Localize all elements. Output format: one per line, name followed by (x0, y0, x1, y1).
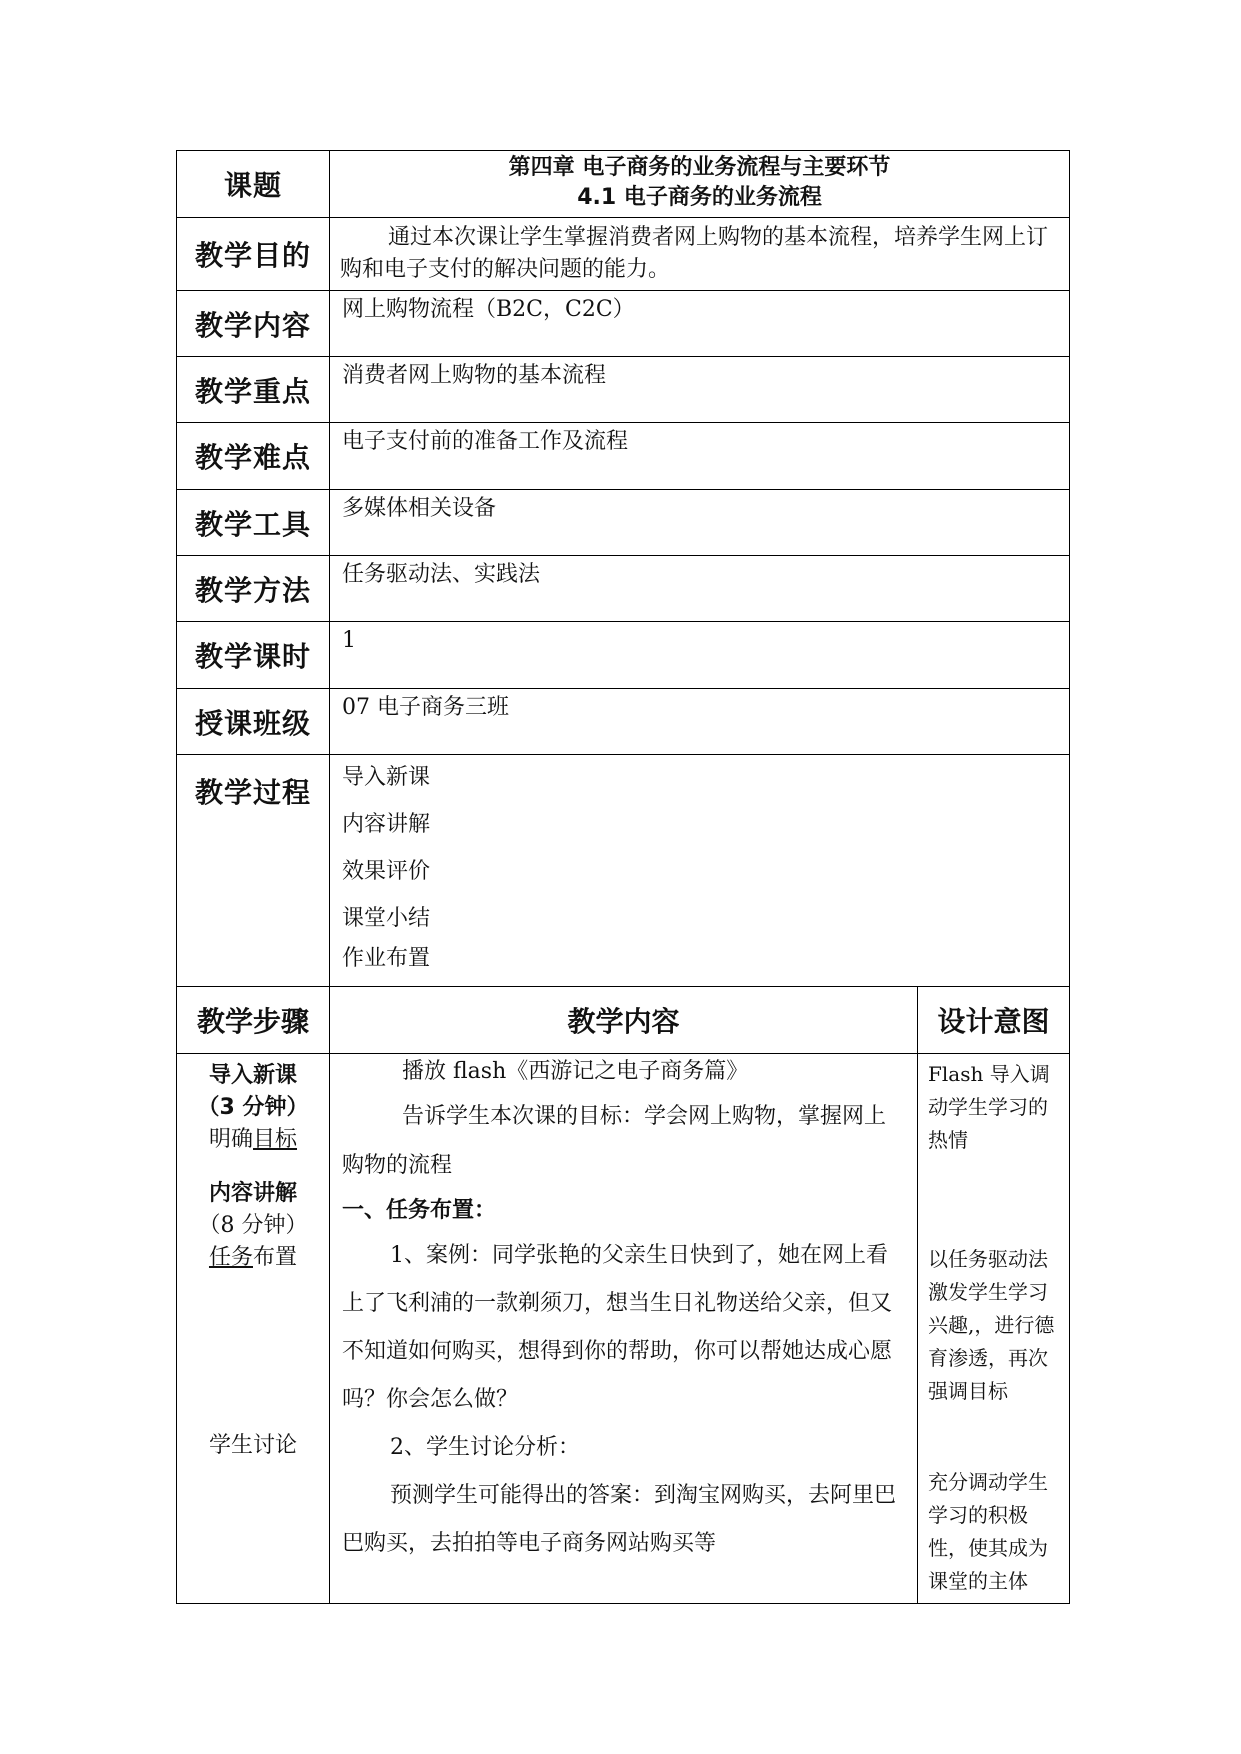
column-header-content: 教学内容 (330, 987, 918, 1054)
row-method (177, 556, 1070, 622)
row-tools (177, 490, 1070, 556)
process-item: 效果评价 (342, 859, 431, 884)
step-intro-goal-underline: 目标 (253, 1127, 298, 1152)
step-intro-time: （3 分钟） (197, 1095, 309, 1120)
column-header-intent: 设计意图 (918, 987, 1070, 1054)
content-section-title: 一、任务布置： (342, 1198, 497, 1223)
label-method: 教学方法 (177, 556, 330, 622)
intent-note: 充分调动学生学习的积极性，使其成为课堂的主体 (928, 1470, 1048, 1593)
label-class: 授课班级 (177, 689, 330, 755)
intent-note: 以任务驱动法激发学生学习兴趣,，进行德育渗透，再次强调目标 (928, 1247, 1055, 1403)
label-content: 教学内容 (177, 291, 330, 357)
step-explain-time: （8 分钟） (198, 1213, 308, 1238)
step-explain-task-underline: 任务 (208, 1245, 253, 1270)
content-paragraph: 1、案例：同学张艳的父亲生日快到了，她在网上看上了飞利浦的一款剃须刀，想当生日礼物送给父亲，但又不知道如何购买，想得到你的帮助，你可以帮她达成心愿吗？你会怎么做？ (342, 1243, 893, 1412)
label-goal: 教学目的 (177, 218, 330, 291)
intent-note: Flash 导入调动学生学习的热情 (928, 1062, 1050, 1152)
step-intro-title: 导入新课 (208, 1063, 297, 1088)
step-explain-task (177, 1242, 329, 1274)
content-paragraph: 预测学生可能得出的答案：到淘宝网购买，去阿里巴巴购买，去拍拍等电子商务网站购买等 (342, 1483, 897, 1556)
column-header-steps: 教学步骤 (177, 987, 330, 1054)
label-process: 教学过程 (177, 755, 330, 987)
goal-value: 通过本次课让学生掌握消费者网上购物的基本流程，培养学生网上订购和电子支付的解决问题的能力。 (330, 218, 1070, 291)
step-explain-title: 内容讲解 (208, 1181, 297, 1206)
process-item: 作业布置 (342, 946, 431, 971)
row-hours (177, 622, 1070, 689)
label-hours: 教学课时 (177, 622, 330, 689)
key-point-value: 消费者网上购物的基本流程 (330, 357, 1070, 423)
content-paragraph: 2、学生讨论分析： (390, 1435, 580, 1460)
row-content (177, 291, 1070, 357)
intent-cell (918, 1054, 1070, 1604)
row-column-headers (177, 987, 1070, 1054)
method-value: 任务驱动法、实践法 (330, 556, 1070, 622)
tools-value: 多媒体相关设备 (330, 490, 1070, 556)
row-process (177, 755, 1070, 987)
row-class (177, 689, 1070, 755)
steps-cell (177, 1054, 330, 1604)
section-title: 4.1 电子商务的业务流程 (577, 185, 822, 210)
row-topic (177, 151, 1070, 218)
step-explain-task-text: 布置 (253, 1245, 298, 1270)
label-key-point: 教学重点 (177, 357, 330, 423)
step-intro-goal-text: 明确 (208, 1127, 253, 1152)
hours-value: 1 (330, 622, 1070, 689)
step-intro-goal (177, 1124, 329, 1156)
label-topic: 课题 (177, 151, 330, 218)
row-goal (177, 218, 1070, 291)
class-value: 07 电子商务三班 (330, 689, 1070, 755)
chapter-title: 第四章 电子商务的业务流程与主要环节 (508, 155, 891, 180)
row-detail (177, 1054, 1070, 1604)
content-paragraph: 播放 flash《西游记之电子商务篇》 (402, 1059, 749, 1084)
process-list (330, 755, 1070, 987)
label-difficulty: 教学难点 (177, 423, 330, 490)
step-discussion: 学生讨论 (208, 1433, 297, 1458)
label-tools: 教学工具 (177, 490, 330, 556)
process-item: 内容讲解 (342, 812, 431, 837)
difficulty-value: 电子支付前的准备工作及流程 (330, 423, 1070, 490)
content-value: 网上购物流程（B2C，C2C） (330, 291, 1070, 357)
row-difficulty (177, 423, 1070, 490)
content-cell (330, 1054, 918, 1604)
process-item: 导入新课 (342, 765, 431, 790)
lesson-plan-sheet (176, 150, 1069, 1604)
lesson-plan-table (176, 150, 1070, 1604)
topic-value (330, 151, 1070, 218)
row-key-point (177, 357, 1070, 423)
process-item: 课堂小结 (342, 906, 431, 931)
content-paragraph: 告诉学生本次课的目标：学会网上购物，掌握网上购物的流程 (342, 1104, 887, 1178)
